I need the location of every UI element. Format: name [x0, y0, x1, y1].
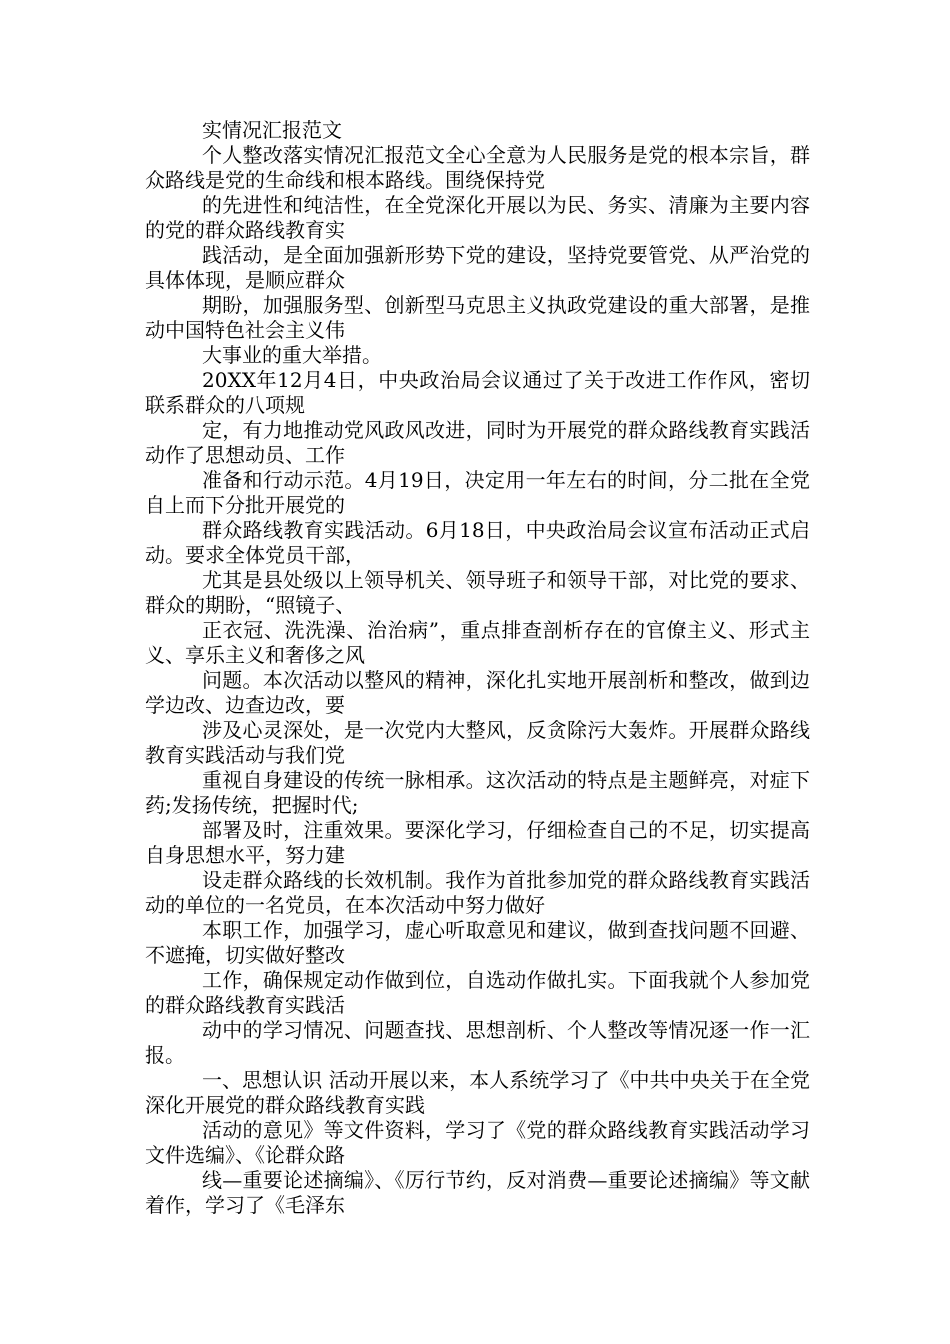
paragraph: 大事业的重大举措。 [202, 343, 382, 367]
paragraph: 重视自身建设的传统一脉相承。这次活动的特点是主题鲜亮，对症下药;发扬传统，把握时代; [145, 768, 810, 817]
paragraph: 正衣冠、洗洗澡、治治病”，重点排查剖析存在的官僚主义、形式主义、享乐主义和奢侈之风 [145, 618, 810, 667]
paragraph: 部署及时，注重效果。要深化学习，仔细检查自己的不足，切实提高自身思想水平，努力建 [145, 818, 810, 867]
document-body [145, 118, 810, 1218]
paragraph: 践活动，是全面加强新形势下党的建设，坚持党要管党、从严治党的具体体现，是顺应群众 [145, 243, 810, 292]
paragraph: 问题。本次活动以整风的精神，深化扎实地开展剖析和整改，做到边学边改、边查边改，要 [145, 668, 810, 717]
paragraph: 期盼，加强服务型、创新型马克思主义执政党建设的重大部署，是推动中国特色社会主义伟 [145, 293, 810, 342]
paragraph: 动中的学习情况、问题查找、思想剖析、个人整改等情况逐一作一汇报。 [145, 1018, 810, 1067]
paragraph: 涉及心灵深处，是一次党内大整风，反贪除污大轰炸。开展群众路线教育实践活动与我们党 [145, 718, 810, 767]
paragraph: 一、思想认识 活动开展以来，本人系统学习了《中共中央关于在全党深化开展党的群众路线教育实践 [145, 1068, 810, 1117]
paragraph: 群众路线教育实践活动。6月18日，中央政治局会议宣布活动正式启动。要求全体党员干部， [145, 518, 810, 567]
paragraph: 20XX年12月4日，中央政治局会议通过了关于改进工作作风，密切联系群众的八项规 [145, 368, 810, 417]
paragraph: 尤其是县处级以上领导机关、领导班子和领导干部，对比党的要求、群众的期盼，“照镜子、 [145, 568, 810, 617]
paragraph: 活动的意见》等文件资料，学习了《党的群众路线教育实践活动学习文件选编》、《论群众路 [145, 1118, 810, 1167]
paragraph: 本职工作，加强学习，虚心听取意见和建议，做到查找问题不回避、不遮掩，切实做好整改 [145, 918, 810, 967]
paragraph: 工作，确保规定动作做到位，自选动作做扎实。下面我就个人参加党的群众路线教育实践活 [145, 968, 810, 1017]
paragraph: 定，有力地推动党风政风改进，同时为开展党的群众路线教育实践活动作了思想动员、工作 [145, 418, 810, 467]
paragraph-title: 实情况汇报范文 [202, 118, 342, 142]
paragraph: 线—重要论述摘编》、《厉行节约，反对消费—重要论述摘编》等文献着作，学习了《毛泽东 [145, 1168, 810, 1217]
paragraph: 设走群众路线的长效机制。我作为首批参加党的群众路线教育实践活动的单位的一名党员，在本次活动中努力做好 [145, 868, 810, 917]
paragraph: 准备和行动示范。4月19日，决定用一年左右的时间，分二批在全党自上而下分批开展党的 [145, 468, 810, 517]
paragraph: 个人整改落实情况汇报范文全心全意为人民服务是党的根本宗旨，群众路线是党的生命线和根本路线。围绕保持党 [145, 143, 810, 192]
paragraph: 的先进性和纯洁性，在全党深化开展以为民、务实、清廉为主要内容的党的群众路线教育实 [145, 193, 810, 242]
